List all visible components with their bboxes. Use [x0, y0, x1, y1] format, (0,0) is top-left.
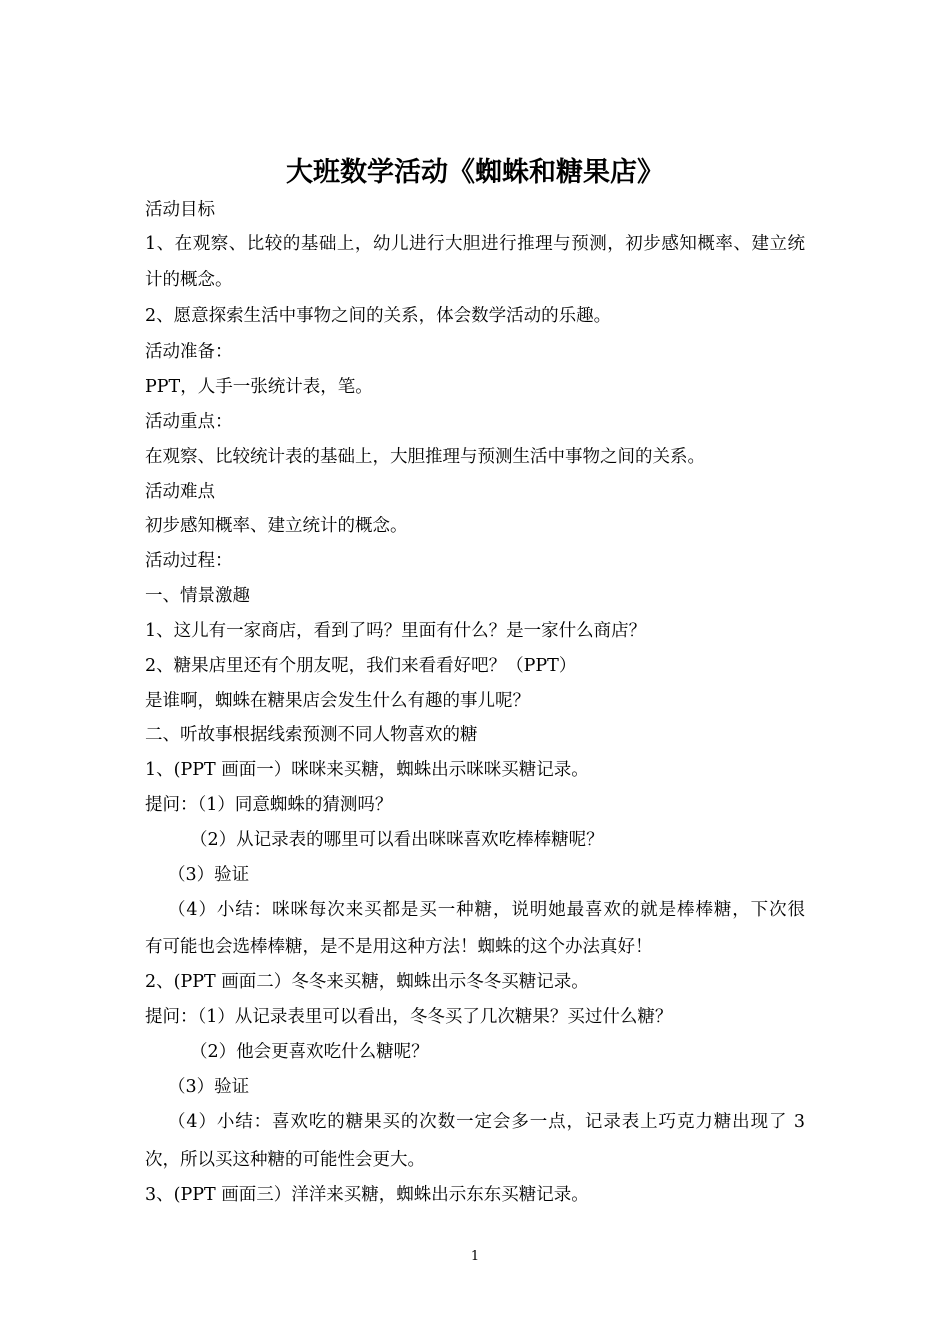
paragraph-line: 是谁啊，蜘蛛在糖果店会发生什么有趣的事儿呢？ [145, 691, 530, 711]
subsection-heading: 一、情景激趣 [145, 586, 250, 606]
paragraph-line: 3、(PPT 画面三）洋洋来买糖，蜘蛛出示东东买糖记录。 [145, 1185, 589, 1205]
section-heading-process: 活动过程： [145, 551, 233, 571]
document-title: 大班数学活动《蜘蛛和糖果店》 [286, 157, 664, 188]
paragraph-line: 1、这儿有一家商店，看到了吗？里面有什么？是一家什么商店？ [145, 621, 647, 641]
paragraph-line: 1、在观察、比较的基础上，幼儿进行大胆进行推理与预测，初步感知概率、建立统 [145, 234, 805, 254]
paragraph-line: 有可能也会选棒棒糖，是不是用这种方法！蜘蛛的这个办法真好！ [145, 937, 653, 957]
paragraph-line: 2、糖果店里还有个朋友呢，我们来看看好吧？（PPT） [145, 656, 577, 676]
paragraph-line: （3）验证 [168, 1077, 250, 1097]
paragraph-line: （4）小结：咪咪每次来买都是买一种糖，说明她最喜欢的就是棒棒糖，下次很 [168, 900, 805, 920]
paragraph-line: 提问：（1）同意蜘蛛的猜测吗？ [145, 795, 393, 815]
paragraph-line: PPT，人手一张统计表，笔。 [145, 377, 373, 397]
paragraph-line: 在观察、比较统计表的基础上，大胆推理与预测生活中事物之间的关系。 [145, 447, 705, 467]
paragraph-line: （3）验证 [168, 865, 250, 885]
page-number: 1 [470, 1249, 480, 1264]
paragraph-line: 计的概念。 [145, 270, 233, 290]
paragraph-line: 2、愿意探索生活中事物之间的关系，体会数学活动的乐趣。 [145, 306, 612, 326]
subsection-heading: 二、听故事根据线索预测不同人物喜欢的糖 [145, 725, 478, 745]
paragraph-line: （4）小结：喜欢吃的糖果买的次数一定会多一点，记录表上巧克力糖出现了 3 [168, 1112, 805, 1132]
paragraph-line: 提问：（1）从记录表里可以看出，冬冬买了几次糖果？买过什么糖？ [145, 1007, 673, 1027]
section-heading-key-points: 活动重点： [145, 412, 233, 432]
paragraph-line: （2）他会更喜欢吃什么糖呢？ [190, 1042, 429, 1062]
section-heading-preparation: 活动准备： [145, 342, 233, 362]
paragraph-line: 次，所以买这种糖的可能性会更大。 [145, 1150, 425, 1170]
section-heading-goals: 活动目标 [145, 200, 215, 220]
paragraph-line: 1、(PPT 画面一）咪咪来买糖，蜘蛛出示咪咪买糖记录。 [145, 760, 589, 780]
paragraph-line: （2）从记录表的哪里可以看出咪咪喜欢吃棒棒糖呢？ [190, 830, 604, 850]
paragraph-line: 初步感知概率、建立统计的概念。 [145, 516, 408, 536]
section-heading-difficulties: 活动难点 [145, 482, 215, 502]
paragraph-line: 2、(PPT 画面二）冬冬来买糖，蜘蛛出示冬冬买糖记录。 [145, 972, 589, 992]
